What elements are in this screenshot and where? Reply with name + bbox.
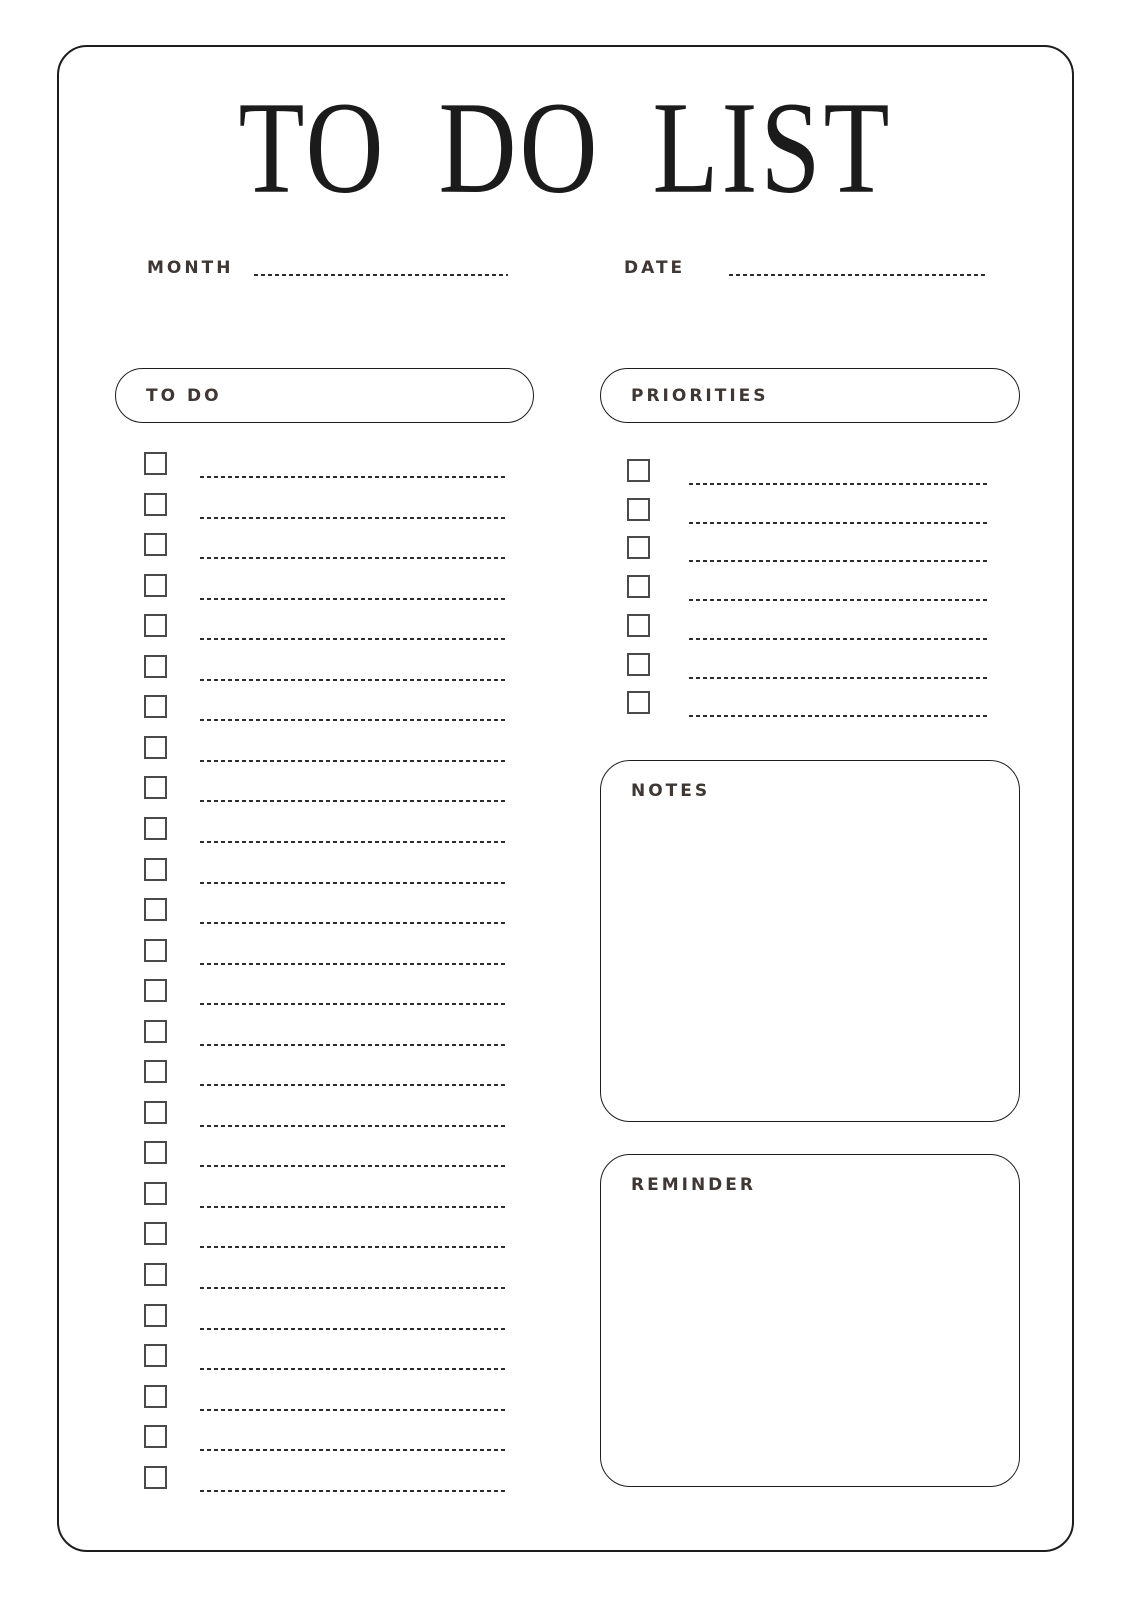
priority-row-line[interactable] (689, 483, 987, 485)
notes-box[interactable] (600, 760, 1020, 1122)
priority-row (59, 459, 1072, 487)
page-title: TO DO LIST (238, 75, 893, 221)
priorities-section-label: PRIORITIES (631, 385, 769, 406)
priority-row-line[interactable] (689, 560, 987, 562)
notes-label: NOTES (631, 781, 711, 801)
planner-card (57, 45, 1074, 1552)
priority-row-checkbox[interactable] (627, 459, 650, 482)
date-label: DATE (624, 258, 686, 278)
priority-row-line[interactable] (689, 599, 987, 601)
priority-row-line[interactable] (689, 638, 987, 640)
priority-row-checkbox[interactable] (627, 614, 650, 637)
priority-row (59, 498, 1072, 526)
priority-row-checkbox[interactable] (627, 498, 650, 521)
priority-row-line[interactable] (689, 522, 987, 524)
priority-row-line[interactable] (689, 715, 987, 717)
priority-row-checkbox[interactable] (627, 536, 650, 559)
priority-row-checkbox[interactable] (627, 575, 650, 598)
priority-row (59, 536, 1072, 564)
reminder-label: REMINDER (631, 1175, 756, 1195)
priority-row (59, 653, 1072, 681)
todo-section-label: TO DO (146, 385, 222, 406)
priority-row (59, 614, 1072, 642)
priority-row-checkbox[interactable] (627, 653, 650, 676)
priority-row (59, 691, 1072, 719)
month-label: MONTH (147, 258, 234, 278)
priority-row (59, 575, 1072, 603)
reminder-box[interactable] (600, 1154, 1020, 1487)
priority-row-line[interactable] (689, 677, 987, 679)
priority-row-checkbox[interactable] (627, 691, 650, 714)
